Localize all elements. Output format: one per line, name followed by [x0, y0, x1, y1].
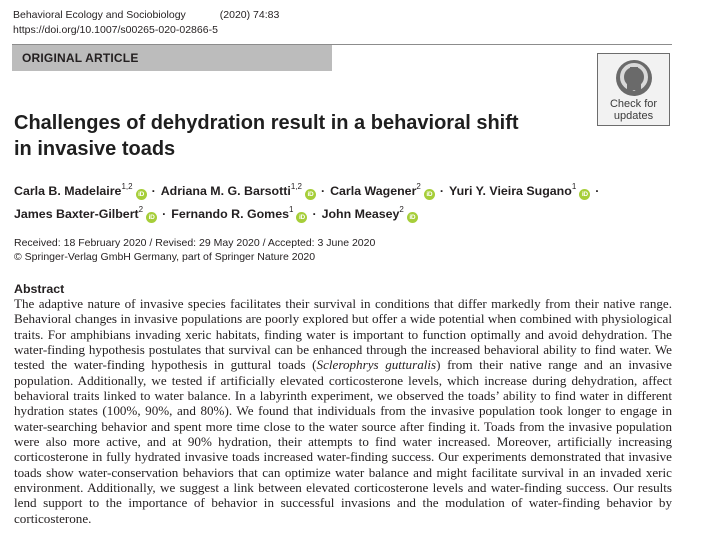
author[interactable]: [449, 184, 590, 198]
article-type-banner: ORIGINAL ARTICLE: [12, 45, 332, 71]
author-name[interactable]: Fernando R. Gomes: [171, 207, 289, 222]
author-affiliation: 2: [138, 205, 144, 215]
author-affiliation: 2: [416, 182, 421, 191]
orcid-icon[interactable]: iD: [424, 189, 435, 200]
author-name[interactable]: John Measey: [321, 207, 400, 222]
doi-link[interactable]: [13, 24, 218, 36]
author[interactable]: [171, 207, 307, 221]
journal-name: Behavioral Ecology and Sociobiology: [13, 9, 186, 21]
author-separator: ·: [162, 207, 167, 222]
author[interactable]: [14, 184, 147, 198]
author-affiliation: 1: [571, 182, 577, 191]
crossmark-icon: [614, 58, 654, 98]
orcid-icon[interactable]: iD: [305, 189, 316, 200]
author[interactable]: [330, 184, 435, 198]
author-name[interactable]: Yuri Y. Vieira Sugano: [449, 184, 572, 199]
publication-dates: Received: 18 February 2020 / Revised: 29 May 2020 / Accepted: 3 June 2020: [14, 237, 376, 249]
orcid-icon[interactable]: iD: [579, 189, 590, 200]
author-affiliation: 1,2: [121, 182, 133, 191]
check-for-updates-line2: updates: [613, 110, 654, 122]
author-separator: ·: [439, 184, 444, 199]
author[interactable]: [14, 207, 157, 221]
copyright-notice: © Springer-Verlag GmbH Germany, part of Springer Nature 2020: [14, 251, 316, 263]
doi-url[interactable]: https://doi.org/10.1007/s00265-020-02866-5: [13, 24, 218, 36]
author[interactable]: [161, 184, 316, 198]
author-name[interactable]: Carla Wagener: [330, 184, 417, 199]
abstract-text-part2: ) from their native range and an invasive population. Additionally, we tested if artificially elevated corticosterone levels, which increase during dehydration, affect behavioral traits linked to water balance. In a labyrinth experiment, we observed the toads’ ability to find water in different hydration states (100%, 90%, and 80%). We found that individuals from the invasive population took longer to engage in water-searching behavior and spent more time close to the water source after finding it. Toads from the invasive population were also more active, and at 90% hydration, their attempts to find water increased. Moreover, artificially increasing corticosterone in fully hydrated invasive toads increased water-finding success. Our experiments demonstrated that invasive toads show water-conservation behaviors that can optimize water balance and might facilitate survival in an invaded xeric environment. Additionally, we suggest a link between elevated corticosterone levels and water-finding success. Our results lend support to the importance of behavior in successful invasions and the modulation of water-finding behavior by corticosterone.: [14, 357, 672, 526]
abstract-text: [14, 296, 672, 526]
author-name[interactable]: Adriana M. G. Barsotti: [160, 184, 291, 199]
article-title-line1: Challenges of dehydration result in a behavioral shift: [14, 112, 519, 134]
author-list: [14, 178, 654, 224]
species-name: Sclerophrys gutturalis: [316, 357, 437, 373]
orcid-icon[interactable]: iD: [296, 212, 307, 223]
check-for-updates-line1: Check for: [609, 98, 658, 110]
author-name[interactable]: James Baxter-Gilbert: [14, 207, 139, 222]
author-separator: ·: [151, 184, 156, 199]
author[interactable]: [322, 207, 418, 221]
check-for-updates-button[interactable]: [597, 53, 670, 126]
author-affiliation: 2: [399, 205, 404, 215]
author-affiliation: 1,2: [290, 182, 302, 191]
author-separator: ·: [595, 184, 600, 199]
citation: (2020) 74:83: [219, 9, 280, 21]
abstract-text-part1: The adaptive nature of invasive species facilitates their survival in conditions that differ markedly from their native range. Behavioral changes in invasive populations are poorly explored but offer a wide potential when combined with physiological traits. For amphibians invading xeric habitats, finding water is important to function optimally and avoid dehydration. The water-finding hypothesis postulates that survival can be enhanced through the increased behavioral ability to find water. We tested the water-finding hypothesis in guttural toads (: [14, 296, 672, 373]
author-name[interactable]: Carla B. Madelaire: [14, 184, 122, 199]
journal-header: [13, 9, 279, 21]
orcid-icon[interactable]: iD: [136, 189, 147, 200]
article-title: [14, 110, 534, 162]
author-affiliation: 1: [288, 205, 294, 215]
author-separator: ·: [320, 184, 326, 199]
orcid-icon[interactable]: iD: [407, 212, 418, 223]
orcid-icon[interactable]: iD: [146, 212, 157, 223]
article-title-line2: in invasive toads: [14, 138, 176, 160]
author-separator: ·: [312, 207, 317, 222]
abstract-heading: Abstract: [14, 282, 65, 296]
